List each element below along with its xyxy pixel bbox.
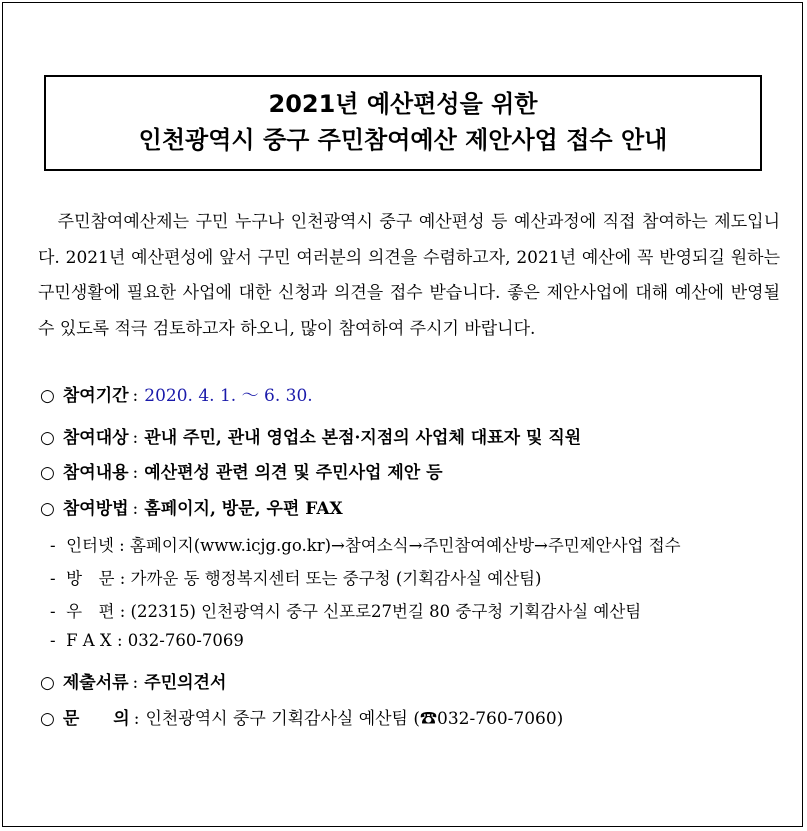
method-key: 인터넷	[66, 536, 114, 555]
method-fax	[50, 631, 244, 650]
item-target	[40, 423, 581, 448]
title-line-1: 2021년 예산편성을 위한	[268, 90, 538, 118]
circle-bullet-icon: ○	[40, 673, 55, 693]
circle-bullet-icon: ○	[40, 709, 55, 729]
dash: -	[50, 536, 56, 555]
item-label: 참여내용	[62, 463, 129, 483]
item-sep: :	[133, 709, 140, 729]
item-label: 문 의	[62, 709, 130, 729]
method-value: 홈페이지(www.icjg.go.kr)→참여소식→주민참여예산방→주민제안사업 접수	[129, 536, 681, 555]
intro-text: 주민참여예산제는 구민 누구나 인천광역시 중구 예산편성 등 예산과정에 직접 참여하는 제도입니다. 2021년 예산편성에 앞서 구민 여러분의 의견을 수렴하고자, 2021년 예산에 꼭 반영되길 원하는 구민생활에 필요한 사업에 대한 신청과 의견을 접수 받습니다. 좋은 제안사업에 대해 예산에 반영될 수 있도록 적극 검토하고자 하오니, 많이 참여하여 주시기 바랍니다.	[38, 212, 780, 339]
item-sep: :	[132, 463, 139, 483]
circle-bullet-icon: ○	[40, 386, 55, 406]
item-value: 2020. 4. 1. ～ 6. 30.	[144, 386, 313, 406]
method-visit	[50, 565, 541, 589]
circle-bullet-icon: ○	[40, 463, 55, 483]
circle-bullet-icon: ○	[40, 499, 55, 519]
method-sep: :	[119, 536, 125, 555]
method-key: F A X	[66, 631, 112, 650]
item-sep: :	[132, 673, 139, 693]
method-mail	[50, 598, 641, 622]
item-value: 예산편성 관련 의견 및 주민사업 제안 등	[144, 463, 443, 483]
item-value: 홈페이지, 방문, 우편 FAX	[144, 499, 343, 519]
item-value: 관내 주민, 관내 영업소 본점·지점의 사업체 대표자 및 직원	[144, 428, 582, 448]
method-sep: :	[119, 569, 126, 588]
item-content	[40, 458, 443, 483]
method-value: 가까운 동 행정복지센터 또는 중구청 (기획감사실 예산팀)	[130, 569, 542, 588]
title-box	[44, 75, 762, 171]
method-internet	[50, 532, 681, 556]
item-sep: :	[132, 386, 139, 406]
item-documents	[40, 668, 226, 693]
circle-bullet-icon: ○	[40, 428, 55, 448]
dash: -	[50, 602, 56, 621]
method-value: 032-760-7069	[127, 631, 244, 650]
item-label: 제출서류	[62, 673, 129, 693]
item-value: 주민의견서	[144, 673, 227, 693]
item-sep: :	[132, 499, 139, 519]
item-label: 참여방법	[62, 499, 129, 519]
title-line-2: 인천광역시 중구 주민참여예산 제안사업 접수 안내	[138, 126, 668, 154]
dash: -	[50, 569, 56, 588]
item-value: 인천광역시 중구 기획감사실 예산팀 (☎032-760-7060)	[145, 709, 564, 729]
intro-paragraph	[38, 205, 780, 347]
method-key: 우 편	[66, 602, 115, 621]
item-method	[40, 494, 343, 519]
method-value: (22315) 인천광역시 중구 신포로27번길 80 중구청 기획감사실 예산팀	[130, 602, 642, 621]
item-contact	[40, 704, 563, 729]
item-sep: :	[132, 428, 139, 448]
method-key: 방 문	[66, 569, 115, 588]
item-period	[40, 381, 313, 406]
method-sep: :	[116, 631, 123, 650]
method-sep: :	[119, 602, 126, 621]
item-label: 참여기간	[62, 386, 129, 406]
dash: -	[50, 631, 56, 650]
item-label: 참여대상	[62, 428, 129, 448]
